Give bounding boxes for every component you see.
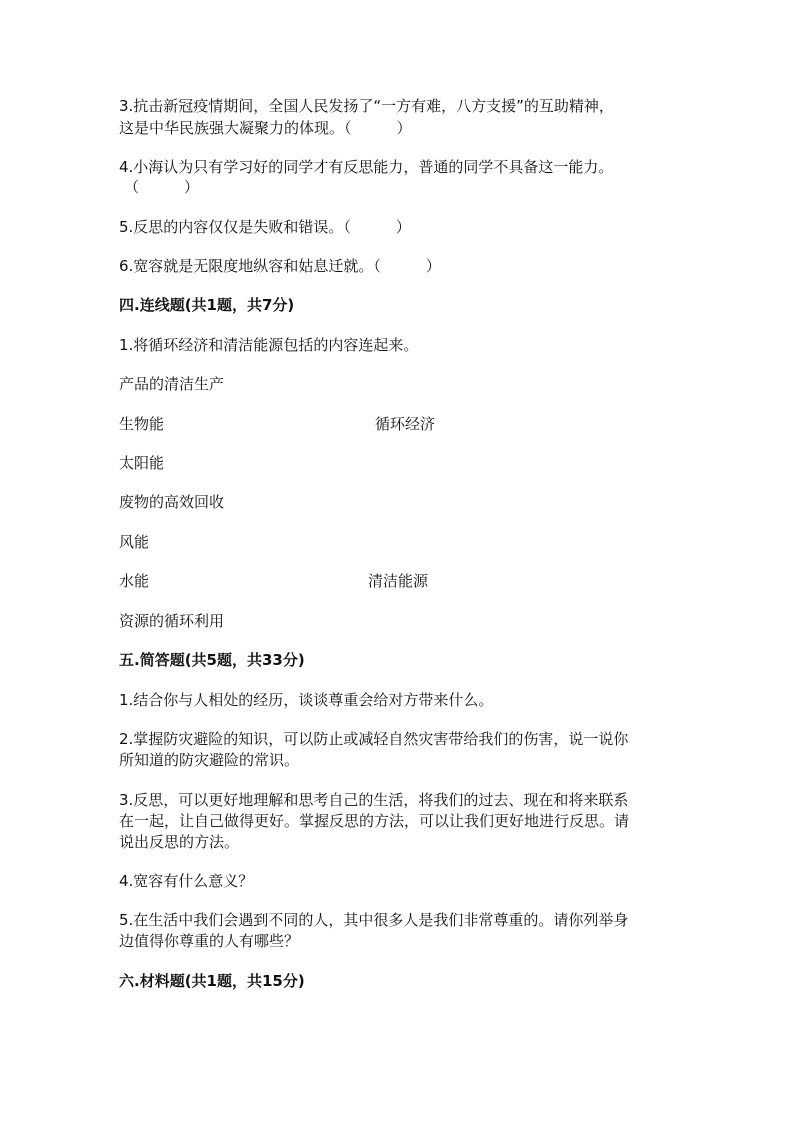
match-left-item: 生物能 — [119, 415, 165, 433]
section5-q5-line1: 5.在生活中我们会遇到不同的人，其中很多人是我们非常尊重的。请你列举身 — [119, 911, 629, 929]
match-left-item: 太阳能 — [119, 454, 165, 472]
section5-q3-line1: 3.反思，可以更好地理解和思考自己的生活，将我们的过去、现在和将来联系 — [119, 791, 629, 809]
section5-title: 五.简答题(共5题，共33分) — [119, 651, 305, 669]
match-left-item: 废物的高效回收 — [119, 493, 225, 511]
section5-q5-line2: 边值得你尊重的人有哪些？ — [119, 932, 300, 950]
section5-q2-line2: 所知道的防灾避险的常识。 — [119, 751, 300, 769]
section4-title: 四.连线题(共1题，共7分) — [119, 296, 295, 314]
judge-q5: 5.反思的内容仅仅是失败和错误。（ ） — [119, 218, 411, 236]
section4-q1: 1.将循环经济和清洁能源包括的内容连起来。 — [119, 336, 419, 354]
judge-q3-line1: 3.抗击新冠疫情期间，全国人民发扬了“一方有难，八方支援”的互助精神， — [119, 97, 614, 115]
section5-q3-line2: 在一起，让自己做得更好。掌握反思的方法，可以让我们更好地进行反思。请 — [119, 812, 630, 830]
judge-q6: 6.宽容就是无限度地纵容和姑息迁就。（ ） — [119, 257, 441, 275]
match-right-item: 清洁能源 — [368, 572, 429, 590]
match-left-item: 风能 — [119, 533, 150, 551]
judge-q4-line1: 4.小海认为只有学习好的同学才有反思能力，普通的同学不具备这一能力。 — [119, 158, 614, 176]
section5-q4: 4.宽容有什么意义？ — [119, 872, 254, 890]
match-left-item: 产品的清洁生产 — [119, 375, 225, 393]
match-left-item: 水能 — [119, 572, 150, 590]
match-right-item: 循环经济 — [375, 415, 436, 433]
section5-q1: 1.结合你与人相处的经历，谈谈尊重会给对方带来什么。 — [119, 691, 494, 709]
judge-q3-line2: 这是中华民族强大凝聚力的体现。（ ） — [119, 119, 412, 137]
section5-q3-line3: 说出反思的方法。 — [119, 833, 240, 851]
match-left-item: 资源的循环利用 — [119, 612, 225, 630]
section6-title: 六.材料题(共1题，共15分) — [119, 972, 305, 990]
section5-q2-line1: 2.掌握防灾避险的知识，可以防止或减轻自然灾害带给我们的伤害，说一说你 — [119, 730, 629, 748]
judge-q4-line2: （ ） — [124, 178, 200, 196]
